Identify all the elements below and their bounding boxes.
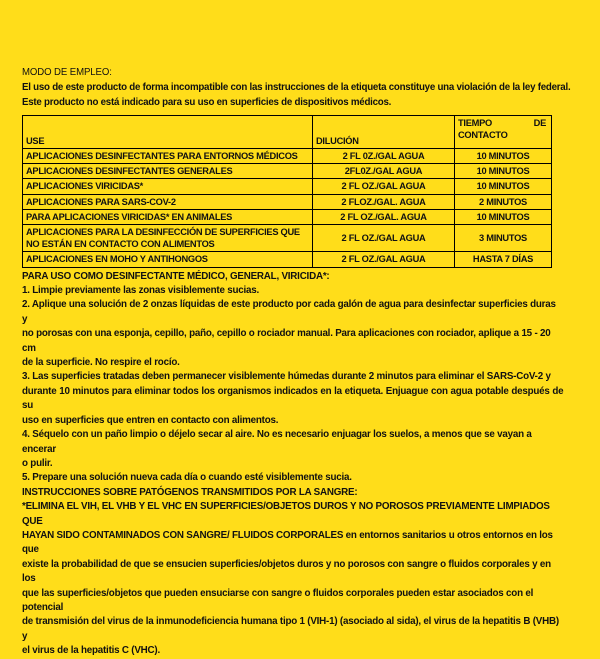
cell-use-line-1: APLICACIONES PARA LA DESINFECCIÓN DE SUPERFICIES QUE: [26, 227, 300, 238]
header-contact-time-word-de: DE: [533, 118, 546, 128]
step-3-line-1: 3. Las superficies tratadas deben permanecer visiblemente húmedas durante 2 minutos para eliminar el SARS-CoV-2 y: [22, 371, 551, 383]
table-row: [23, 225, 552, 252]
table-row: [23, 252, 552, 267]
cell-contact-time: 10 MINUTOS: [455, 209, 552, 224]
step-5: 5. Prepare una solución nueva cada día o cuando esté visiblemente sucia.: [22, 472, 352, 484]
bloodborne-line-3: existe la probabilidad de que se ensucien superficies/objetos duros y no porosos con sangre o fluidos corporales y en los: [22, 558, 551, 585]
cell-dilution: 2 FL 0Z./GAL AGUA: [313, 149, 455, 164]
medical-devices-statement-line-2: Este producto no está indicado para su uso en superficies de dispositivos médicos.: [22, 96, 392, 108]
header-contact-time-line-1: [458, 117, 549, 129]
table-row: [23, 209, 552, 224]
cell-use: APLICACIONES DESINFECTANTES GENERALES: [23, 164, 313, 179]
step-1: 1. Limpie previamente las zonas visiblemente sucias.: [22, 285, 260, 297]
header-contact-time-line-2: CONTACTO: [458, 130, 508, 141]
cell-use: APLICACIONES EN MOHO Y ANTIHONGOS: [23, 252, 313, 267]
bloodborne-line-6: el virus de la hepatitis C (VHC).: [22, 645, 160, 657]
cell-use: APLICACIONES DESINFECTANTES PARA ENTORNOS MÉDICOS: [23, 149, 313, 164]
federal-law-statement-line-1: El uso de este producto de forma incompatible con las instrucciones de la etiqueta constituye una violación de la ley federal.: [22, 82, 571, 93]
header-contact-time-word-tiempo: TIEMPO: [458, 118, 492, 128]
bloodborne-line-2: HAYAN SIDO CONTAMINADOS CON SANGRE/ FLUIDOS CORPORALES en entornos sanitarios u otros entornos en los que: [22, 529, 553, 556]
header-cell-contact-time: [455, 116, 552, 149]
table-row: [23, 149, 552, 164]
cell-contact-time: 3 MINUTOS: [455, 225, 552, 252]
directions-section-title: PARA USO COMO DESINFECTANTE MÉDICO, GENERAL, VIRICIDA*:: [22, 270, 330, 282]
header-cell-use: USE: [23, 116, 313, 149]
cell-contact-time: 2 MINUTOS: [455, 194, 552, 209]
step-2-line-1: 2. Aplique una solución de 2 onzas líquidas de este producto por cada galón de agua para desinfectar superficies duras y: [22, 299, 556, 325]
cell-dilution: 2 FL OZ./GAL AGUA: [313, 225, 455, 252]
bloodborne-line-1: *ELIMINA EL VIH, EL VHB Y EL VHC EN SUPERFICIES/OBJETOS DUROS Y NO POROSOS PREVIAMENTE LIMPIADOS QUE: [22, 501, 550, 527]
table-row: [23, 164, 552, 179]
cell-dilution: 2 FLOZ./GAL. AGUA: [313, 194, 455, 209]
table-row: [23, 179, 552, 194]
cell-use: PARA APLICACIONES VIRICIDAS* EN ANIMALES: [23, 209, 313, 224]
table-row: [23, 194, 552, 209]
cell-contact-time: 10 MINUTOS: [455, 179, 552, 194]
cell-use: APLICACIONES VIRICIDAS*: [23, 179, 313, 194]
page-title: MODO DE EMPLEO:: [22, 67, 112, 78]
cell-dilution: 2 FL OZ./GAL AGUA: [313, 179, 455, 194]
cell-use: [23, 225, 313, 252]
cell-dilution: 2 FL OZ./GAL AGUA: [313, 252, 455, 267]
cell-dilution: 2FL0Z./GAL AGUA: [313, 164, 455, 179]
bloodborne-section-title: INSTRUCCIONES SOBRE PATÓGENOS TRANSMITIDOS POR LA SANGRE:: [22, 486, 358, 498]
cell-use-line-2: NO ESTÁN EN CONTACTO CON ALIMENTOS: [26, 239, 215, 250]
step-3-line-3: uso en superficies que entren en contacto con alimentos.: [22, 414, 279, 426]
use-dilution-contact-time-table: [22, 115, 552, 268]
directions-for-use-section: [22, 270, 579, 659]
cell-contact-time: HASTA 7 DÍAS: [455, 252, 552, 267]
step-2-line-2: no porosas con una esponja, cepillo, paño, cepillo o rociador manual. Para aplicaciones con rociador, aplique a 15 - 20 cm: [22, 328, 551, 354]
cell-dilution: 2 FL OZ./GAL. AGUA: [313, 209, 455, 224]
step-4-line-2: o pulir.: [22, 457, 53, 469]
step-2-line-3: de la superficie. No respire el rocío.: [22, 357, 180, 369]
cell-contact-time: 10 MINUTOS: [455, 149, 552, 164]
header-cell-dilution: DILUCIÓN: [313, 116, 455, 149]
step-3-line-2: durante 10 minutos para eliminar todos los organismos indicados en la etiqueta. Enjuague con agua potable después de su: [22, 385, 564, 412]
bloodborne-line-5: de transmisión del virus de la inmunodeficiencia humana tipo 1 (VIH-1) (asociado al sida), el virus de la hepatitis B (VHB) y: [22, 616, 559, 642]
bloodborne-line-4: que las superficies/objetos que pueden ensuciarse con sangre o fluidos corporales pueden estar asociados con el potencial: [22, 587, 534, 613]
table-header-row: [23, 116, 552, 149]
cell-contact-time: 10 MINUTOS: [455, 164, 552, 179]
cell-use: APLICACIONES PARA SARS-COV-2: [23, 194, 313, 209]
step-4-line-1: 4. Séquelo con un paño limpio o déjelo secar al aire. No es necesario enjuagar los suelos, a menos que se vayan a encerar: [22, 429, 532, 455]
